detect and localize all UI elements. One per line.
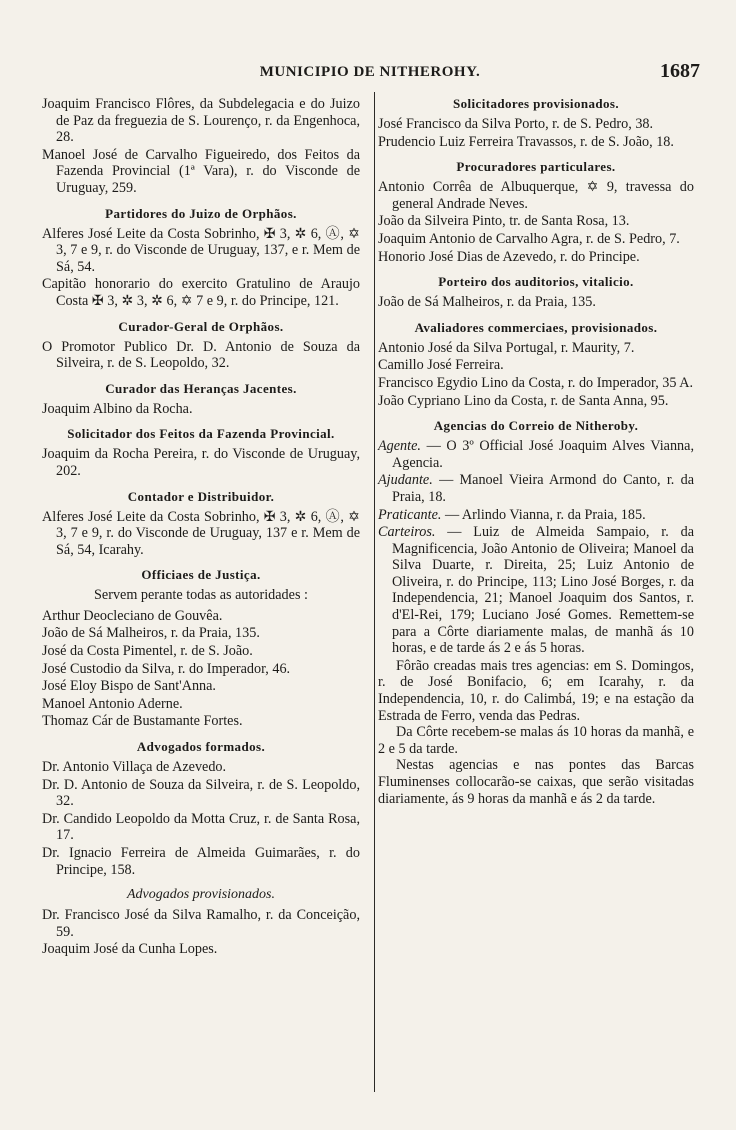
directory-entry: Manoel José de Carvalho Figueiredo, dos Feitos da Fazenda Provincial (1ª Vara), r. do Visconde de Uruguay, 259. <box>42 146 360 196</box>
directory-entry: Dr. Francisco José da Silva Ramalho, r. da Conceição, 59. <box>42 907 360 940</box>
directory-entry: Dr. Candido Leopoldo da Motta Cruz, r. de Santa Rosa, 17. <box>42 810 360 844</box>
paragraph: Fôrão creadas mais tres agencias: em S. Domingos, r. de José Bonifacio, 6; em Icarahy, r. da Independencia, 10, r. do Calimbá, 19; e na estação da Estrada de Ferro, venda das Pedras. <box>378 657 694 724</box>
directory-entry: Joaquim Albino da Rocha. <box>42 400 193 417</box>
directory-entry: Joaquim Antonio de Carvalho Agra, r. de S. Pedro, 7. <box>378 230 680 247</box>
section-heading: Agencias do Correio de Nitheroby. <box>433 418 639 434</box>
directory-entry: José Custodio da Silva, r. do Imperador, 46. <box>42 660 291 677</box>
directory-entry: Antonio Corrêa de Albuquerque, ✡ 9, travessa do general Andrade Neves. <box>378 179 694 212</box>
directory-entry: Dr. Ignacio Ferreira de Almeida Guimarães, r. do Principe, 158. <box>42 845 360 878</box>
directory-entry: Dr. Antonio Villaça de Azevedo. <box>42 759 227 776</box>
role-label: Praticante. <box>378 506 442 523</box>
directory-entry: José Eloy Bispo de Sant'Anna. <box>42 678 216 695</box>
directory-entry: Joaquim Francisco Flôres, da Subdelegacia e do Juizo de Paz da freguezia de S. Lourenço, r. da Engenhoca, 28. <box>42 96 360 146</box>
directory-entry: Arthur Deocleciano de Gouvêa. <box>42 607 223 624</box>
directory-entry: João da Silveira Pinto, tr. de Santa Rosa, 13. <box>378 213 630 230</box>
directory-entry: O Promotor Publico Dr. D. Antonio de Souza da Silveira, r. de S. Leopoldo, 32. <box>42 338 360 372</box>
directory-entry: Manoel Antonio Aderne. <box>42 695 183 712</box>
directory-entry: Capitão honorario do exercito Gratulino de Araujo Costa ✠ 3, ✲ 3, ✲ 6, ✡ 7 e 9, r. do Principe, 121. <box>42 276 360 309</box>
role-label: Carteiros. <box>378 524 436 541</box>
entry-text: — Luiz de Almeida Sampaio, r. da Magnificencia, João Antonio de Oliveira; Manoel da Silva Duarte, r. Direita, 25; Luiz Antonio de Oliveira, r. do Principe, 113; Lino José Borges, r. da Independencia, 21; Manoel Joaquim dos Santos, r. d'El-Rei, 179; Luciano José Gomes. Remettem-se para a Côrte diariamente malas, de manhã ás 10 horas, e de tarde ás 2 e ás 5 horas. <box>392 524 694 657</box>
section-heading: Procuradores particulares. <box>456 159 616 175</box>
section-heading: Officiaes de Justiça. <box>141 567 261 583</box>
role-label: Ajudante. <box>378 472 433 489</box>
directory-entry <box>378 507 694 524</box>
directory-entry <box>378 438 694 471</box>
section-heading: Solicitadores provisionados. <box>452 96 620 111</box>
column-divider <box>374 92 375 1092</box>
entry-text: — Arlindo Vianna, r. da Praia, 185. <box>441 506 646 523</box>
page-header <box>40 60 700 86</box>
directory-entry: Honorio José Dias de Azevedo, r. do Principe. <box>378 248 640 265</box>
entry-text: — Manoel Vieira Armond do Canto, r. da Praia, 18. <box>392 472 694 505</box>
section-heading: Partidores do Juizo de Orphãos. <box>105 205 297 221</box>
section-note: Servem perante todas as autoridades : <box>94 587 308 604</box>
directory-entry: Joaquim da Rocha Pereira, r. do Visconde de Uruguay, 202. <box>42 446 360 479</box>
directory-entry: João Cypriano Lino da Costa, r. de Santa Anna, 95. <box>378 392 669 409</box>
directory-entry: Camillo José Ferreira. <box>378 357 504 374</box>
directory-entry: Alferes José Leite da Costa Sobrinho, ✠ 3, ✲ 6, Ⓐ, ✡ 3, 7 e 9, r. do Visconde de Uruguay, 137 e r. Mem de Sá, 54, Icarahy. <box>42 508 360 558</box>
section-heading: Advogados formados. <box>136 739 266 755</box>
directory-entry: Dr. D. Antonio de Souza da Silveira, r. de S. Leopoldo, 32. <box>42 776 360 810</box>
directory-entry <box>378 524 694 657</box>
directory-entry: João de Sá Malheiros, r. da Praia, 135. <box>42 625 260 642</box>
section-heading: Porteiro dos auditorios, vitalicio. <box>438 274 634 290</box>
directory-entry: Alferes José Leite da Costa Sobrinho, ✠ 3, ✲ 6, Ⓐ, ✡ 3, 7 e 9, r. do Visconde de Uruguay, 137, e r. Mem de Sá, 54. <box>42 225 360 275</box>
section-heading: Curador-Geral de Orphãos. <box>118 318 284 334</box>
section-heading: Solicitador dos Feitos da Fazenda Provincial. <box>67 426 335 442</box>
directory-entry: Joaquim José da Cunha Lopes. <box>42 941 218 958</box>
paragraph: Da Côrte recebem-se malas ás 10 horas da manhã, e 2 e 5 da tarde. <box>378 724 694 757</box>
directory-entry: Antonio José da Silva Portugal, r. Maurity, 7. <box>378 339 635 356</box>
right-column <box>378 96 694 807</box>
paragraph: Nestas agencias e nas pontes das Barcas Fluminenses collocarão-se caixas, que serão visitadas diariamente, ás 9 horas da manhã e ás 2 da tarde. <box>378 757 694 807</box>
directory-entry: José da Costa Pimentel, r. de S. João. <box>42 643 253 660</box>
page-title: MUNICIPIO DE NITHEROHY. <box>259 64 481 80</box>
section-heading: Curador das Heranças Jacentes. <box>105 380 297 396</box>
entry-text: — O 3º Official José Joaquim Alves Vianna, Agencia. <box>392 438 694 471</box>
page-number: 1687 <box>660 60 700 82</box>
left-column <box>42 96 360 959</box>
directory-entry: Francisco Egydio Lino da Costa, r. do Imperador, 35 A. <box>378 374 694 391</box>
directory-entry <box>378 472 694 505</box>
section-heading: Avaliadores commerciaes, provisionados. <box>414 319 658 335</box>
section-heading: Contador e Distribuidor. <box>127 488 275 504</box>
section-heading: Advogados provisionados. <box>126 887 276 903</box>
directory-entry: Prudencio Luiz Ferreira Travassos, r. de S. João, 18. <box>378 133 674 150</box>
directory-entry: Thomaz Cár de Bustamante Fortes. <box>42 713 243 730</box>
directory-entry: João de Sá Malheiros, r. da Praia, 135. <box>378 294 596 311</box>
role-label: Agente. <box>378 438 421 455</box>
directory-entry: José Francisco da Silva Porto, r. de S. Pedro, 38. <box>378 116 654 132</box>
